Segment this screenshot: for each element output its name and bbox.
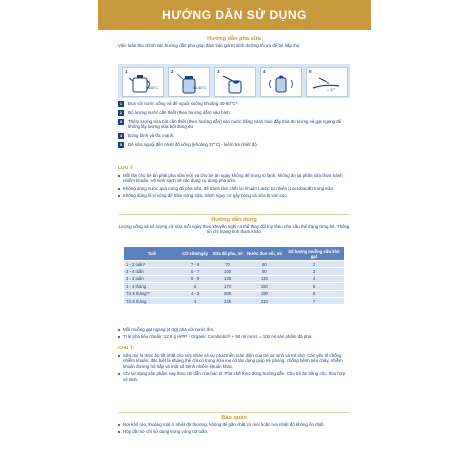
table-cell: 135 bbox=[210, 275, 245, 282]
storage-title: Bảo quản bbox=[221, 414, 247, 421]
instruction-text: Đổ lượng nước cần thiết (theo hướng dẫn) vào bình. bbox=[128, 110, 231, 115]
instruction-row bbox=[118, 142, 350, 148]
table-cell: 7 - 8 bbox=[180, 261, 210, 268]
column-header: Số lượng muỗng sữa khô gạt bbox=[284, 247, 344, 261]
column-header: Sữa đã pha, ml bbox=[210, 247, 245, 261]
list-item: Không dùng lò vi sóng để hâm nóng sữa, tránh nguy cơ gây bỏng và sữa bị vón cục. bbox=[118, 193, 350, 198]
list-item: Tỉ lệ pha tiêu chuẩn: 12,9 g HiPP ¹ Organic Combiotic® + 90 ml nước = 100 ml sản phẩm đã pha. bbox=[118, 334, 350, 339]
list-item: Hộp đã mở chỉ sử dụng trong vòng 03 tuần. bbox=[118, 429, 350, 434]
step-number: 2 bbox=[171, 69, 174, 74]
table-cell: 4 bbox=[284, 275, 344, 282]
table-cell: 6 bbox=[284, 290, 344, 297]
caution-list bbox=[118, 353, 350, 382]
table-cell: 120 bbox=[245, 275, 284, 282]
instruction-text: Đun sôi nước uống và để nguội xuống khoảng 40-50°C*. bbox=[128, 101, 239, 106]
section-divider bbox=[118, 412, 350, 413]
step-number: 4 bbox=[263, 69, 266, 74]
table-cell: 170 bbox=[210, 283, 245, 290]
table-cell: Từ 5 tháng** bbox=[124, 290, 180, 297]
instruction-number: 2 bbox=[119, 110, 123, 115]
instruction-text: Để sữa nguội đến nhiệt độ uống (khoảng 37°C) - kiểm tra nhiệt độ. bbox=[128, 141, 258, 147]
step-caption: 100°C bbox=[148, 86, 159, 90]
preparation-instructions bbox=[118, 101, 350, 151]
table-cell: 2 bbox=[284, 261, 344, 268]
table-cell: 210 bbox=[245, 297, 284, 304]
table-cell: 5 bbox=[284, 283, 344, 290]
table-cell: 5 bbox=[180, 283, 210, 290]
usage-facts bbox=[118, 327, 350, 342]
table-cell: 180 bbox=[245, 290, 284, 297]
column-header: Nước đun sôi, ml bbox=[245, 247, 284, 261]
step-3-panel bbox=[214, 67, 256, 97]
scoop-icon bbox=[219, 72, 251, 94]
instruction-row bbox=[118, 133, 350, 139]
table-cell: 100 bbox=[210, 268, 245, 275]
caution-section bbox=[118, 346, 350, 384]
instruction-text: Đóng bình và lắc mạnh. bbox=[128, 132, 175, 138]
table-cell: 5 - 7 bbox=[180, 268, 210, 275]
step-number: 5 bbox=[309, 69, 312, 74]
table-cell: 235 bbox=[210, 297, 245, 304]
table-cell: 3 - 4 tuần bbox=[124, 268, 180, 275]
column-header: Tuổi bbox=[124, 247, 180, 261]
table-cell: 4 bbox=[180, 297, 210, 304]
preparation-steps-strip bbox=[118, 64, 350, 98]
table-cell: 90 bbox=[245, 268, 284, 275]
table-header-row bbox=[124, 247, 344, 261]
storage-list bbox=[118, 422, 350, 435]
table-cell: 200 bbox=[210, 290, 245, 297]
usage-intro: Lượng uống và số lượng cữ sữa mỗi ngày theo khuyến nghị có thể thay đổi tùy theo nhu cầu thể trạng từng bé. Thông tin chỉ mang tính tham khảo bbox=[118, 223, 350, 235]
page-title: HƯỚNG DẪN SỬ DỤNG bbox=[162, 8, 307, 22]
table-cell: 4 - 5 bbox=[180, 290, 210, 297]
table-cell: 3 - 4 tháng bbox=[124, 283, 180, 290]
table-row bbox=[124, 297, 344, 304]
section-divider bbox=[118, 214, 350, 215]
step-5-panel bbox=[306, 67, 348, 97]
table-cell: 5 - 8 bbox=[180, 275, 210, 282]
list-item: Nơi khô ráo, thoáng mát ở nhiệt độ thường, không để gần chất có mùi hoặc nơi nhiệt độ không ổn định. bbox=[118, 422, 350, 427]
feeding-table-block bbox=[118, 247, 350, 304]
shake-bottle-icon bbox=[265, 72, 297, 94]
instruction-number: 3 bbox=[119, 119, 123, 124]
notes-section bbox=[118, 166, 350, 201]
instruction-row bbox=[118, 110, 350, 116]
notes-list bbox=[118, 173, 350, 199]
list-item: Sữa mẹ là thức ăn tốt nhất cho sức khỏe và sự phát triển toàn diện của trẻ sơ sinh và trẻ nhỏ. Các yếu tố chống nhiễm khuẩn, đặc biệt là kháng thể chỉ có trong sữa mẹ có tác dụng giúp trẻ phòng, chống bệnh tiêu chảy, nhiễm khuẩn đường hô hấp và một số bệnh nhiễm khuẩn khác. bbox=[118, 353, 350, 369]
preparation-heading-block bbox=[118, 36, 350, 49]
instruction-row bbox=[118, 119, 350, 130]
instruction-number: 1 bbox=[119, 101, 123, 106]
table-cell: 3 - 4 tuần bbox=[124, 275, 180, 282]
step-4-panel bbox=[260, 67, 302, 97]
kettle-icon bbox=[127, 72, 159, 94]
table-cell: 7 bbox=[284, 297, 344, 304]
table-cell: 1 - 2 tuần* bbox=[124, 261, 180, 268]
step-2-panel bbox=[168, 67, 210, 97]
list-item: Không dùng nước quá nóng để pha sữa, để tránh làm chết lợi khuẩn Lactic tự nhiên (Lactobacilli) trong sữa. bbox=[118, 186, 350, 191]
preparation-intro: Việc tuân thủ chính xác hướng dẫn pha giúp đảm bảo giá trị dinh dưỡng tối ưu để bé hấp thụ: bbox=[118, 43, 301, 48]
feeding-table bbox=[124, 247, 344, 304]
step-1-panel bbox=[122, 67, 164, 97]
table-row bbox=[124, 275, 344, 282]
list-item: Chỉ sử dụng sản phẩm này theo chỉ dẫn của bác sĩ. Pha chế theo đúng hướng dẫn. Cho trẻ ăn bằng cốc, thìa hợp vệ sinh. bbox=[118, 371, 350, 382]
table-cell: 60 bbox=[245, 261, 284, 268]
table-cell: 70 bbox=[210, 261, 245, 268]
instruction-number: 5 bbox=[119, 141, 123, 147]
list-item: Mỗi muỗng gạt ngang (4,3g) pha với nước ấm. bbox=[118, 327, 350, 332]
instruction-row bbox=[118, 101, 350, 107]
step-number: 3 bbox=[217, 69, 220, 74]
table-row bbox=[124, 268, 344, 275]
header-banner bbox=[98, 0, 371, 30]
bottle-water-icon bbox=[173, 72, 205, 94]
table-cell: Từ 6 tháng bbox=[124, 297, 180, 304]
storage-section bbox=[118, 412, 350, 436]
usage-facts-list bbox=[118, 327, 350, 340]
table-cell: 3 bbox=[284, 268, 344, 275]
table-cell: 150 bbox=[245, 283, 284, 290]
step-caption: ≈ 37° bbox=[327, 88, 336, 92]
column-header: Cữ sữa/ngày bbox=[180, 247, 210, 261]
caution-label: CHÚ Ý: bbox=[118, 346, 135, 351]
preparation-title: Hướng dẫn pha sữa bbox=[207, 36, 261, 42]
step-number: 1 bbox=[125, 69, 128, 74]
instruction-number: 4 bbox=[119, 132, 123, 138]
table-row bbox=[124, 261, 344, 268]
step-caption: 40-50°C bbox=[193, 86, 207, 90]
usage-title: Hướng dẫn dùng bbox=[211, 216, 257, 223]
instruction-text: Thêm lượng sữa bột cần thiết (theo hướng dẫn) vào nước bằng cách múc đầy thìa đo lường và gạt ngang để không lấy lượng sữa bột đong dư bbox=[128, 119, 342, 130]
list-item: Mỗi lần cho bé ăn phải pha sữa mới và cho bé ăn ngay không để trong tủ lạnh, không ăn lại phần sữa thừa tránh nhiễm khuẩn. Vệ sinh sạch sẽ các dụng cụ dùng pha sữa. bbox=[118, 173, 350, 184]
table-row bbox=[124, 283, 344, 290]
notes-label: LƯU Ý bbox=[118, 166, 133, 171]
usage-heading-block bbox=[118, 214, 350, 235]
table-row bbox=[124, 290, 344, 297]
